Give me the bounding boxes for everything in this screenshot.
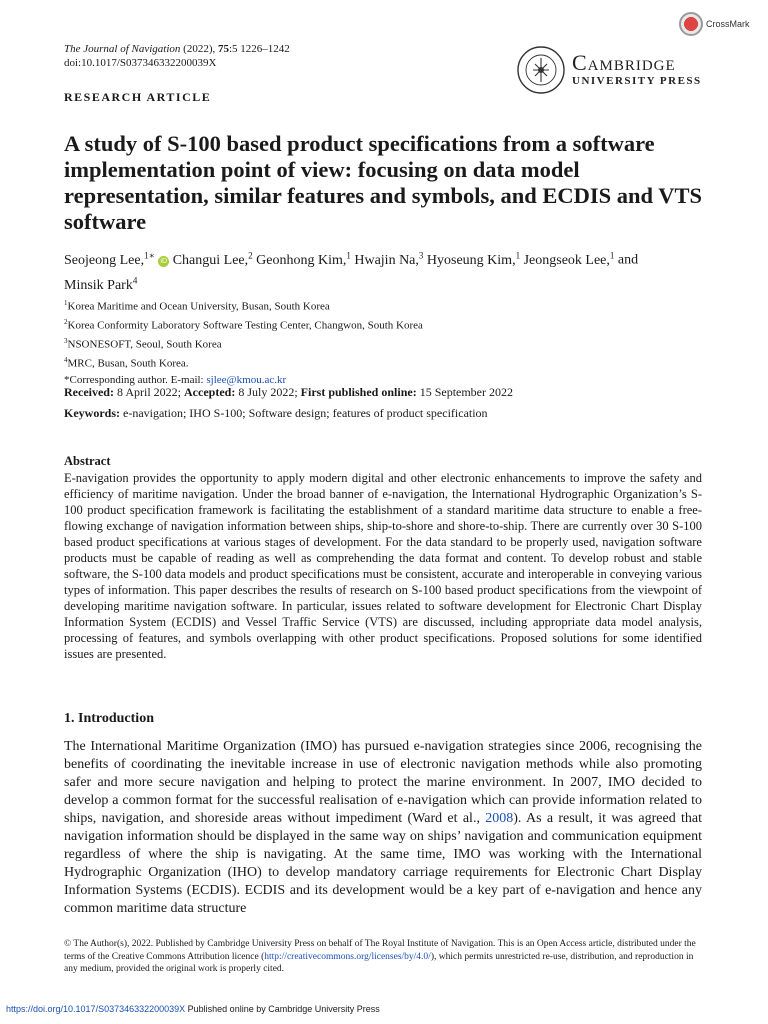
journal-issue-pages: :5 1226–1242 bbox=[229, 43, 290, 55]
article-dates: Received: 8 April 2022; Accepted: 8 July 2022; First published online: 15 September 2022 bbox=[64, 385, 514, 399]
affiliation: $^3$NSONESOFT, Seoul, South Korea bbox=[64, 337, 222, 351]
introduction-text: The International Maritime Organization (IMO) has pursued e-navigation strategies since 2006, recognising the benefits of coordinating the inevitable increase in use of electronic navigation methods while also promoting safer and more secure navigation and helping to protect the marine environment. In 2007, IMO decided to develop a common format for the successful realisation of e-navigation which can provide information related to ships, navigation, and shoreside areas without impediment (Ward et al., 2008). As a result, it was agreed that navigation information should be displayed in the same way on ships’ navigation and communication equipment regardless of where the ship is navigating. At the same time, IMO was working with the International Hydrographic Organization (IHO) to develop mandatory carriage requirements for Electronic Chart Display Information Systems (ECDIS). ECDIS and its development would be a key part of e-navigation and hence any common maritime data structure bbox=[64, 739, 703, 916]
author[interactable]: Geonhong Kim,$^1$ bbox=[256, 250, 351, 268]
publisher-name-line2: UNIVERSITY PRESS bbox=[572, 75, 702, 87]
orcid-icon[interactable]: iD bbox=[158, 256, 169, 267]
affiliations bbox=[64, 296, 423, 388]
author-list bbox=[64, 245, 704, 296]
article-title: A study of S-100 based product specifications from a software implementation point of view: focusing on data model representation, similar features and symbols, and ECDIS and VTS software bbox=[64, 131, 703, 234]
publisher-name-line1: Cambridge bbox=[572, 50, 676, 75]
article-type: RESEARCH ARTICLE bbox=[64, 90, 212, 104]
author[interactable]: Hwajin Na,$^3$ bbox=[354, 250, 424, 268]
publisher-name bbox=[572, 52, 702, 88]
journal-year: (2022), bbox=[183, 43, 216, 55]
license-link[interactable]: http://creativecommons.org/licenses/by/4.0/ bbox=[264, 951, 431, 962]
corresponding-author: *Corresponding author. E-mail: sjlee@kmou.ac.kr bbox=[64, 373, 287, 386]
footer-bar bbox=[6, 1004, 380, 1014]
authors-and: and bbox=[617, 252, 639, 268]
affiliation: $^2$Korea Conformity Laboratory Software Testing Center, Changwon, South Korea bbox=[64, 318, 423, 332]
author[interactable]: Changui Lee,$^2$ bbox=[172, 250, 253, 268]
abstract-text: E-navigation provides the opportunity to apply modern digital and other electronic enhancements to improve the safety and efficiency of maritime navigation. Under the broad banner of e-navigation, the International Hydrographic Organization’s S-100 product specification framework is facilitating the establishment of a standard maritime data structure to enable a free-flowing exchange of navigation information between ships, ship-to-shore and shore-to-ship. There are currently over 30 S-100 based product specifications at various stages of development. For the data standard to be properly used, navigation software products must be capable of reading as well as comprehending the data format and content. To develop robust and stable software, the S-100 data models and product specifications must be consistent, accurate and interoperable in conveying various types of information. This paper describes the results of research on S-100 based product specifications from the viewpoint of developing maritime navigation software. In particular, issues related to software development for Electronic Chart Display Information System (ECDIS) and Vessel Traffic Service (VTS) are discussed, including appropriate data model analysis, processing of features, and symbols overlapping with other product specifications. Proposed solutions for some identified issues are presented. bbox=[64, 471, 702, 661]
publisher-logo bbox=[516, 45, 702, 95]
section-heading-introduction: 1. Introduction bbox=[64, 711, 154, 726]
journal-citation bbox=[64, 42, 290, 56]
keywords: Keywords: e-navigation; IHO S-100; Software design; features of product specification bbox=[64, 406, 488, 420]
author[interactable]: Jeongseok Lee,$^1$ bbox=[523, 250, 615, 268]
citation-link[interactable]: 2008 bbox=[485, 811, 514, 826]
corresponding-email-link[interactable]: sjlee@kmou.ac.kr bbox=[206, 373, 287, 386]
author[interactable]: Seojeong Lee,$^{1∗}$ bbox=[64, 250, 155, 268]
journal-volume: 75 bbox=[218, 43, 229, 55]
affiliation: $^4$MRC, Busan, South Korea. bbox=[64, 356, 189, 371]
footer-text: Published online by Cambridge University Press bbox=[185, 1004, 380, 1014]
affiliation: $^1$Korea Maritime and Ocean University, Busan, South Korea bbox=[64, 299, 330, 313]
crossmark-badge[interactable] bbox=[679, 12, 750, 36]
article-doi: doi:10.1017/S037346332200039X bbox=[64, 57, 217, 69]
footer-doi-link[interactable]: https://doi.org/10.1017/S037346332200039X bbox=[6, 1004, 186, 1014]
abstract-heading: Abstract bbox=[64, 454, 111, 468]
author[interactable]: Minsik Park$^4$ bbox=[64, 275, 138, 294]
copyright-notice: © The Author(s), 2022. Published by Cambridge University Press on behalf of The Royal Institute of Navigation. This is an Open Access article, distributed under the terms of the Creative Commons Attribution licence (http://creativecommons.org/licenses/by/4.0/), which permits unrestricted re-use, distribution, and reproduction in any medium, provided the original work is properly cited. bbox=[64, 939, 696, 974]
crossmark-icon bbox=[679, 12, 703, 36]
royal-institute-seal-icon bbox=[516, 45, 566, 95]
crossmark-label: CrossMark bbox=[706, 19, 750, 29]
journal-name: The Journal of Navigation bbox=[64, 43, 181, 55]
author[interactable]: Hyoseung Kim,$^1$ bbox=[426, 250, 521, 268]
